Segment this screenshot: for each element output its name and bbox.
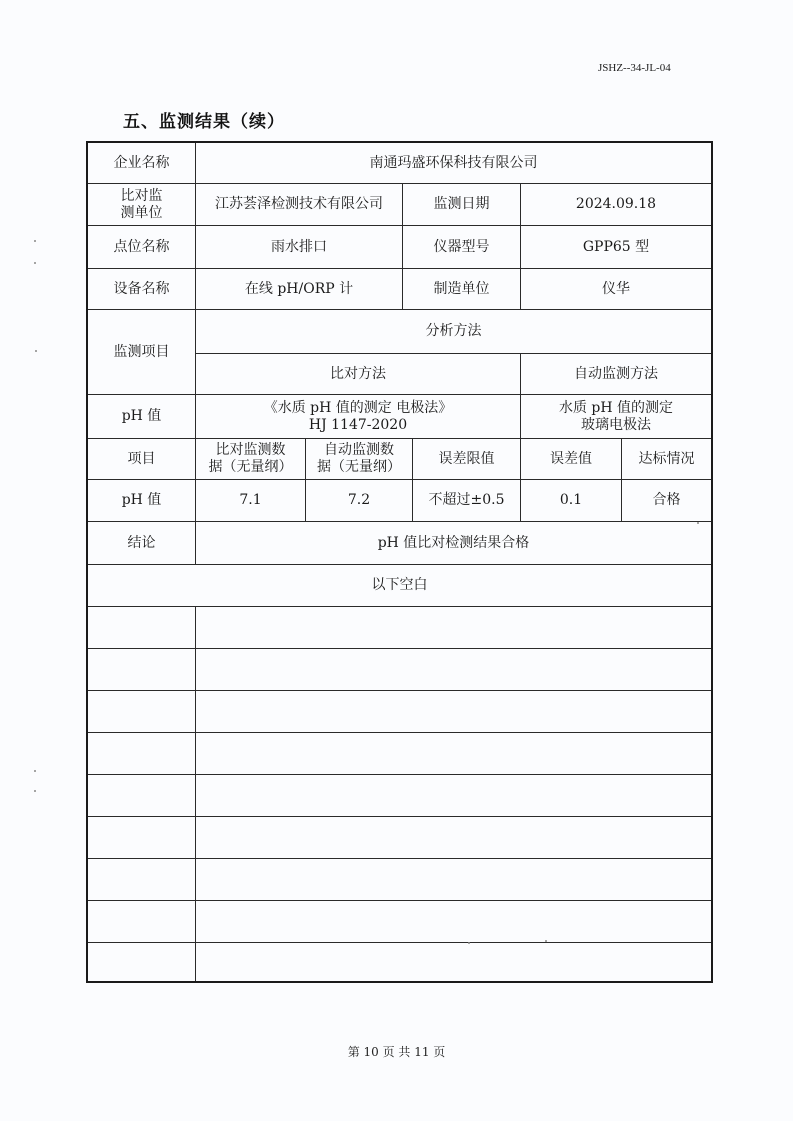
- conclusion-value: pH 值比对检测结果合格: [377, 534, 530, 551]
- conclusion-label: 结论: [127, 534, 156, 551]
- comparison-unit-value: 江苏荟泽检测技术有限公司: [215, 196, 383, 212]
- device-value: 在线 pH/ORP 计: [244, 280, 354, 297]
- point-value: 雨水排口: [271, 238, 327, 255]
- scan-speck: [34, 240, 36, 242]
- scan-speck: [545, 940, 547, 942]
- scan-speck: [34, 790, 36, 792]
- section-title: 五、监测结果（续）: [123, 112, 285, 132]
- scan-speck: [34, 770, 36, 772]
- comparison-unit-label: 比对监 测单位: [120, 187, 163, 221]
- monitoring-results-table: [86, 141, 713, 983]
- page-number: 第 10 页 共 11 页: [347, 1045, 446, 1059]
- company-label: 企业名称: [113, 154, 170, 171]
- scan-speck: [34, 262, 36, 264]
- blank-below-note: 以下空白: [371, 577, 428, 593]
- auto-monitoring-method-label: 自动监测方法: [574, 365, 658, 382]
- comparison-data-header: 比对监测数 据（无量纲）: [208, 442, 293, 475]
- manufacturer-label: 制造单位: [433, 280, 490, 297]
- device-label: 设备名称: [113, 280, 170, 297]
- compliance-header: 达标情况: [638, 450, 695, 467]
- compliance-status: 合格: [652, 492, 681, 508]
- monitoring-item-label: 监测项目: [113, 343, 170, 360]
- error-limit-value: 不超过±0.5: [428, 492, 505, 508]
- document-code: JSHZ--34-JL-04: [598, 62, 671, 74]
- results-item-header: 项目: [127, 450, 156, 467]
- auto-value: 7.2: [347, 492, 371, 508]
- comparison-method-standard: 《水质 pH 值的测定 电极法》 HJ 1147-2020: [263, 399, 453, 433]
- scan-speck: [697, 522, 699, 524]
- instrument-model-value: GPP65 型: [582, 238, 650, 255]
- error-value: 0.1: [559, 492, 583, 508]
- monitoring-date-value: 2024.09.18: [575, 196, 657, 212]
- scan-speck: [468, 942, 470, 944]
- manufacturer-value: 仪华: [602, 280, 630, 297]
- point-label: 点位名称: [113, 238, 170, 255]
- error-value-header: 误差值: [550, 450, 592, 467]
- company-value: 南通玛盛环保科技有限公司: [369, 154, 538, 171]
- comparison-value: 7.1: [239, 492, 262, 508]
- monitoring-date-label: 监测日期: [433, 196, 490, 212]
- auto-method-standard: 水质 pH 值的测定 玻璃电极法: [558, 399, 674, 433]
- parameter-ph: pH 值: [121, 408, 162, 424]
- comparison-method-label: 比对方法: [330, 365, 386, 382]
- analysis-method-label: 分析方法: [425, 323, 482, 339]
- error-limit-header: 误差限值: [438, 450, 495, 467]
- scan-speck: [35, 350, 37, 352]
- instrument-model-label: 仪器型号: [433, 238, 490, 255]
- auto-data-header: 自动监测数 据（无量纲）: [317, 442, 401, 475]
- result-item: pH 值: [121, 492, 162, 508]
